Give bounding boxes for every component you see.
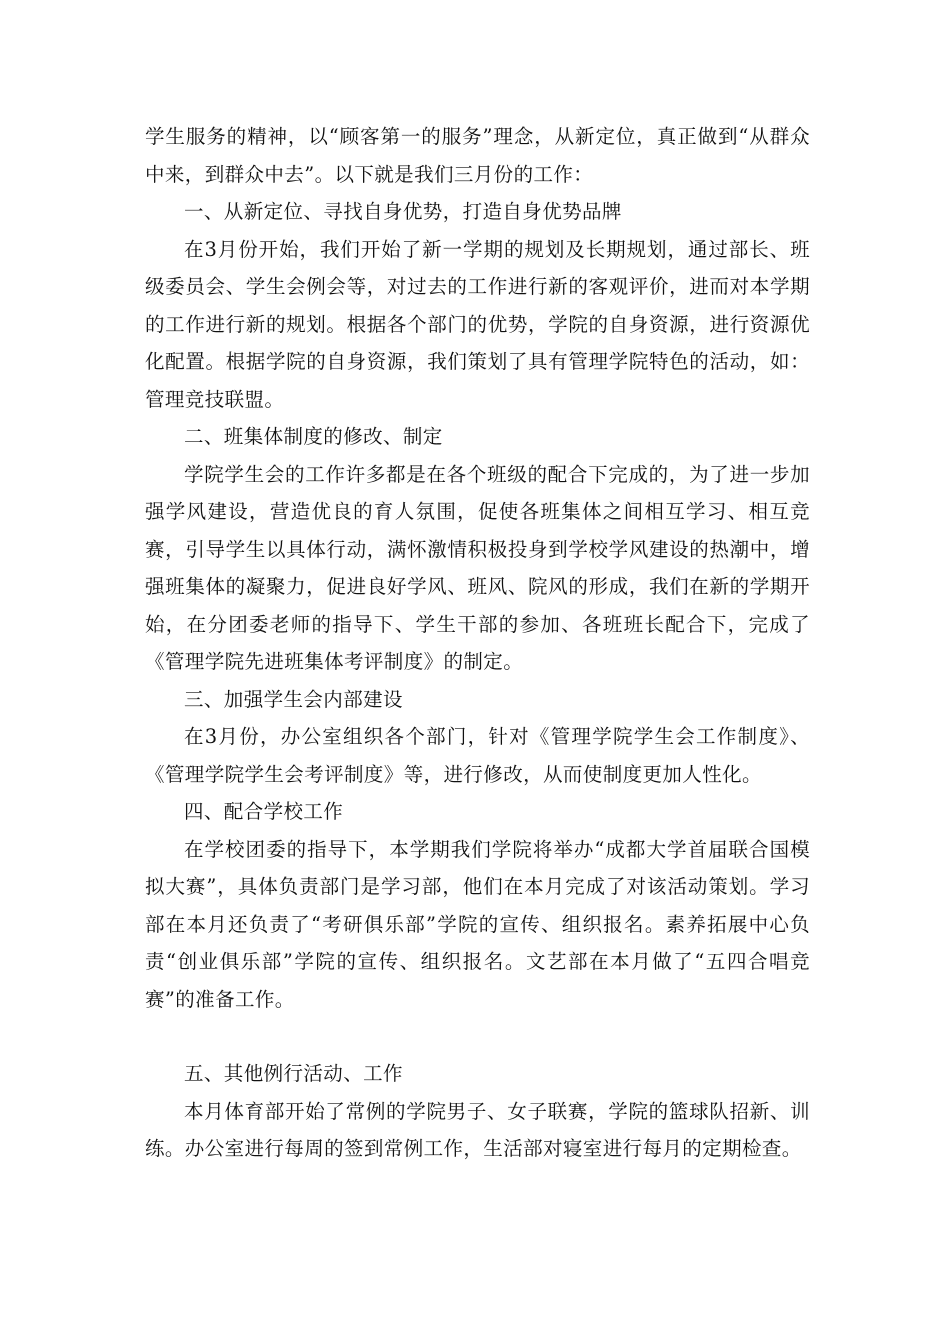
section-heading-1: 一、从新定位、寻找自身优势，打造自身优势品牌 <box>184 200 622 223</box>
section-body-4: 在学校团委的指导下，本学期我们学院将举办“成都大学首届联合国模拟大赛”，具体负责部门是学习部，他们在本月完成了对该活动策划。学习部在本月还负责了“考研俱乐部”学院的宣传、组织报名。素养拓展中心负责“创业俱乐部”学院的宣传、组织报名。文艺部在本月做了“五四合唱竞赛”的准备工作。 <box>145 837 810 1011</box>
section-body-5: 本月体育部开始了常例的学院男子、女子联赛，学院的篮球队招新、训练。办公室进行每周的签到常例工作，生活部对寝室进行每月的定期检查。 <box>145 1099 810 1160</box>
section-heading-5: 五、其他例行活动、工作 <box>184 1062 403 1085</box>
section-body-3: 在3月份，办公室组织各个部门，针对《管理学院学生会工作制度》、《管理学院学生会考评制度》等，进行修改，从而使制度更加人性化。 <box>145 725 810 786</box>
document-body <box>145 118 810 1168</box>
section-body-1: 在3月份开始，我们开始了新一学期的规划及长期规划，通过部长、班级委员会、学生会例会等，对过去的工作进行新的客观评价，进而对本学期的工作进行新的规划。根据各个部门的优势，学院的自身资源，进行资源优化配置。根据学院的自身资源，我们策划了具有管理学院特色的活动，如：管理竞技联盟。 <box>145 237 810 411</box>
section-body-2: 学院学生会的工作许多都是在各个班级的配合下完成的，为了进一步加强学风建设，营造优良的育人氛围，促使各班集体之间相互学习、相互竞赛，引导学生以具体行动，满怀激情积极投身到学校学风建设的热潮中，增强班集体的凝聚力，促进良好学风、班风、院风的形成，我们在新的学期开始，在分团委老师的指导下、学生干部的参加、各班班长配合下，完成了《管理学院先进班集体考评制度》的制定。 <box>145 462 810 673</box>
section-heading-2: 二、班集体制度的修改、制定 <box>184 425 443 448</box>
opening-paragraph: 学生服务的精神，以“顾客第一的服务”理念，从新定位，真正做到“从群众中来，到群众中去”。以下就是我们三月份的工作： <box>145 125 810 186</box>
section-heading-4: 四、配合学校工作 <box>184 800 344 823</box>
section-heading-3: 三、加强学生会内部建设 <box>184 687 403 711</box>
paragraph-spacer <box>145 1018 810 1055</box>
